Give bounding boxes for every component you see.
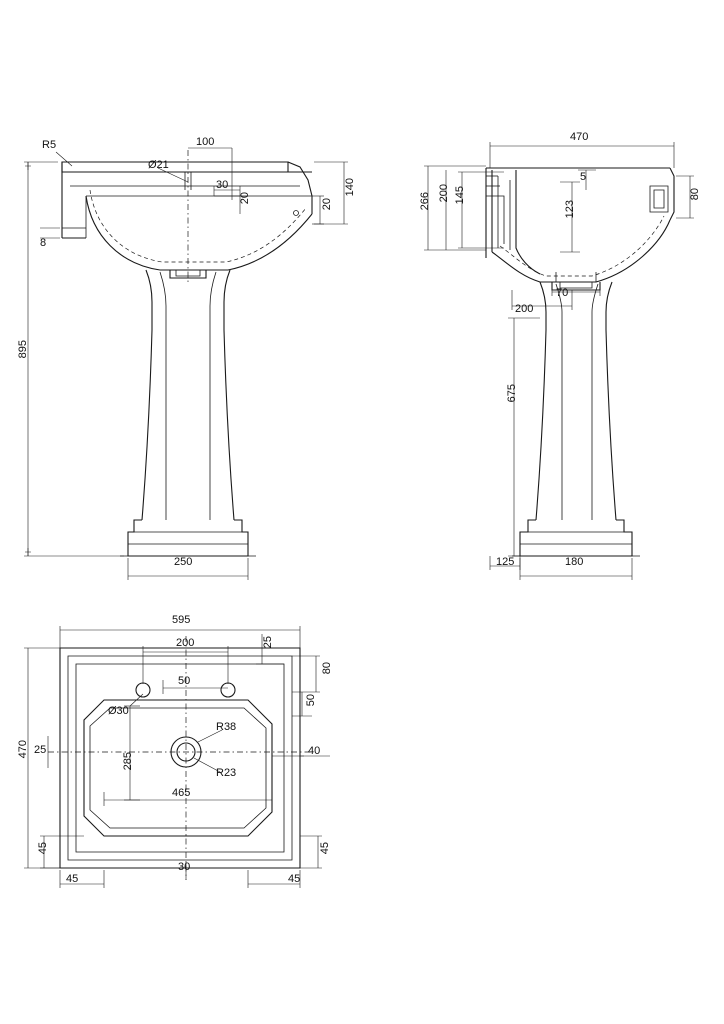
dim-50-b: 50 <box>305 694 317 707</box>
dim-25-top: 25 <box>262 636 274 649</box>
dim-200-lower: 200 <box>515 303 534 315</box>
dim-595: 595 <box>172 614 191 626</box>
dim-20-a: 20 <box>239 192 251 205</box>
dim-45-c: 45 <box>319 842 331 855</box>
dim-145: 145 <box>454 186 466 205</box>
side-elevation-dimensions <box>24 148 348 580</box>
dim-45-d: 45 <box>288 873 301 885</box>
dim-70: 70 <box>556 287 569 299</box>
dim-50-a: 50 <box>178 675 191 687</box>
dim-200: 200 <box>438 184 450 203</box>
dim-8: 8 <box>40 237 47 249</box>
dim-125: 125 <box>496 556 515 568</box>
dim-80-plan: 80 <box>321 662 333 675</box>
dim-45-b: 45 <box>66 873 79 885</box>
dim-140: 140 <box>344 178 356 197</box>
front-elevation-dimensions <box>424 142 694 580</box>
dim-470-plan: 470 <box>17 740 29 759</box>
dim-30: 30 <box>216 179 229 191</box>
dim-200-plan: 200 <box>176 637 195 649</box>
dim-266: 266 <box>419 192 431 211</box>
dim-5: 5 <box>580 171 587 183</box>
dim-100: 100 <box>196 136 215 148</box>
dim-895: 895 <box>17 340 29 359</box>
dim-465: 465 <box>172 787 191 799</box>
dim-285: 285 <box>122 752 134 771</box>
side-elevation-geometry <box>62 150 312 556</box>
dim-250: 250 <box>174 556 193 568</box>
dim-675: 675 <box>506 384 518 403</box>
plan-view-geometry <box>48 636 312 880</box>
dim-25-left: 25 <box>34 744 47 756</box>
dim-123: 123 <box>564 200 576 219</box>
dim-r5: R5 <box>42 139 57 151</box>
dim-r23: R23 <box>216 767 237 779</box>
dim-180: 180 <box>565 556 584 568</box>
dim-80: 80 <box>689 188 701 201</box>
dim-470: 470 <box>570 131 589 143</box>
dim-45-a: 45 <box>37 842 49 855</box>
dim-40: 40 <box>308 745 321 757</box>
dim-d21: Ø21 <box>148 159 169 171</box>
dim-30-plan: 30 <box>178 861 191 873</box>
dim-r38: R38 <box>216 721 237 733</box>
dim-20-b: 20 <box>321 198 333 211</box>
dim-d30-hole: Ø30 <box>108 705 129 717</box>
